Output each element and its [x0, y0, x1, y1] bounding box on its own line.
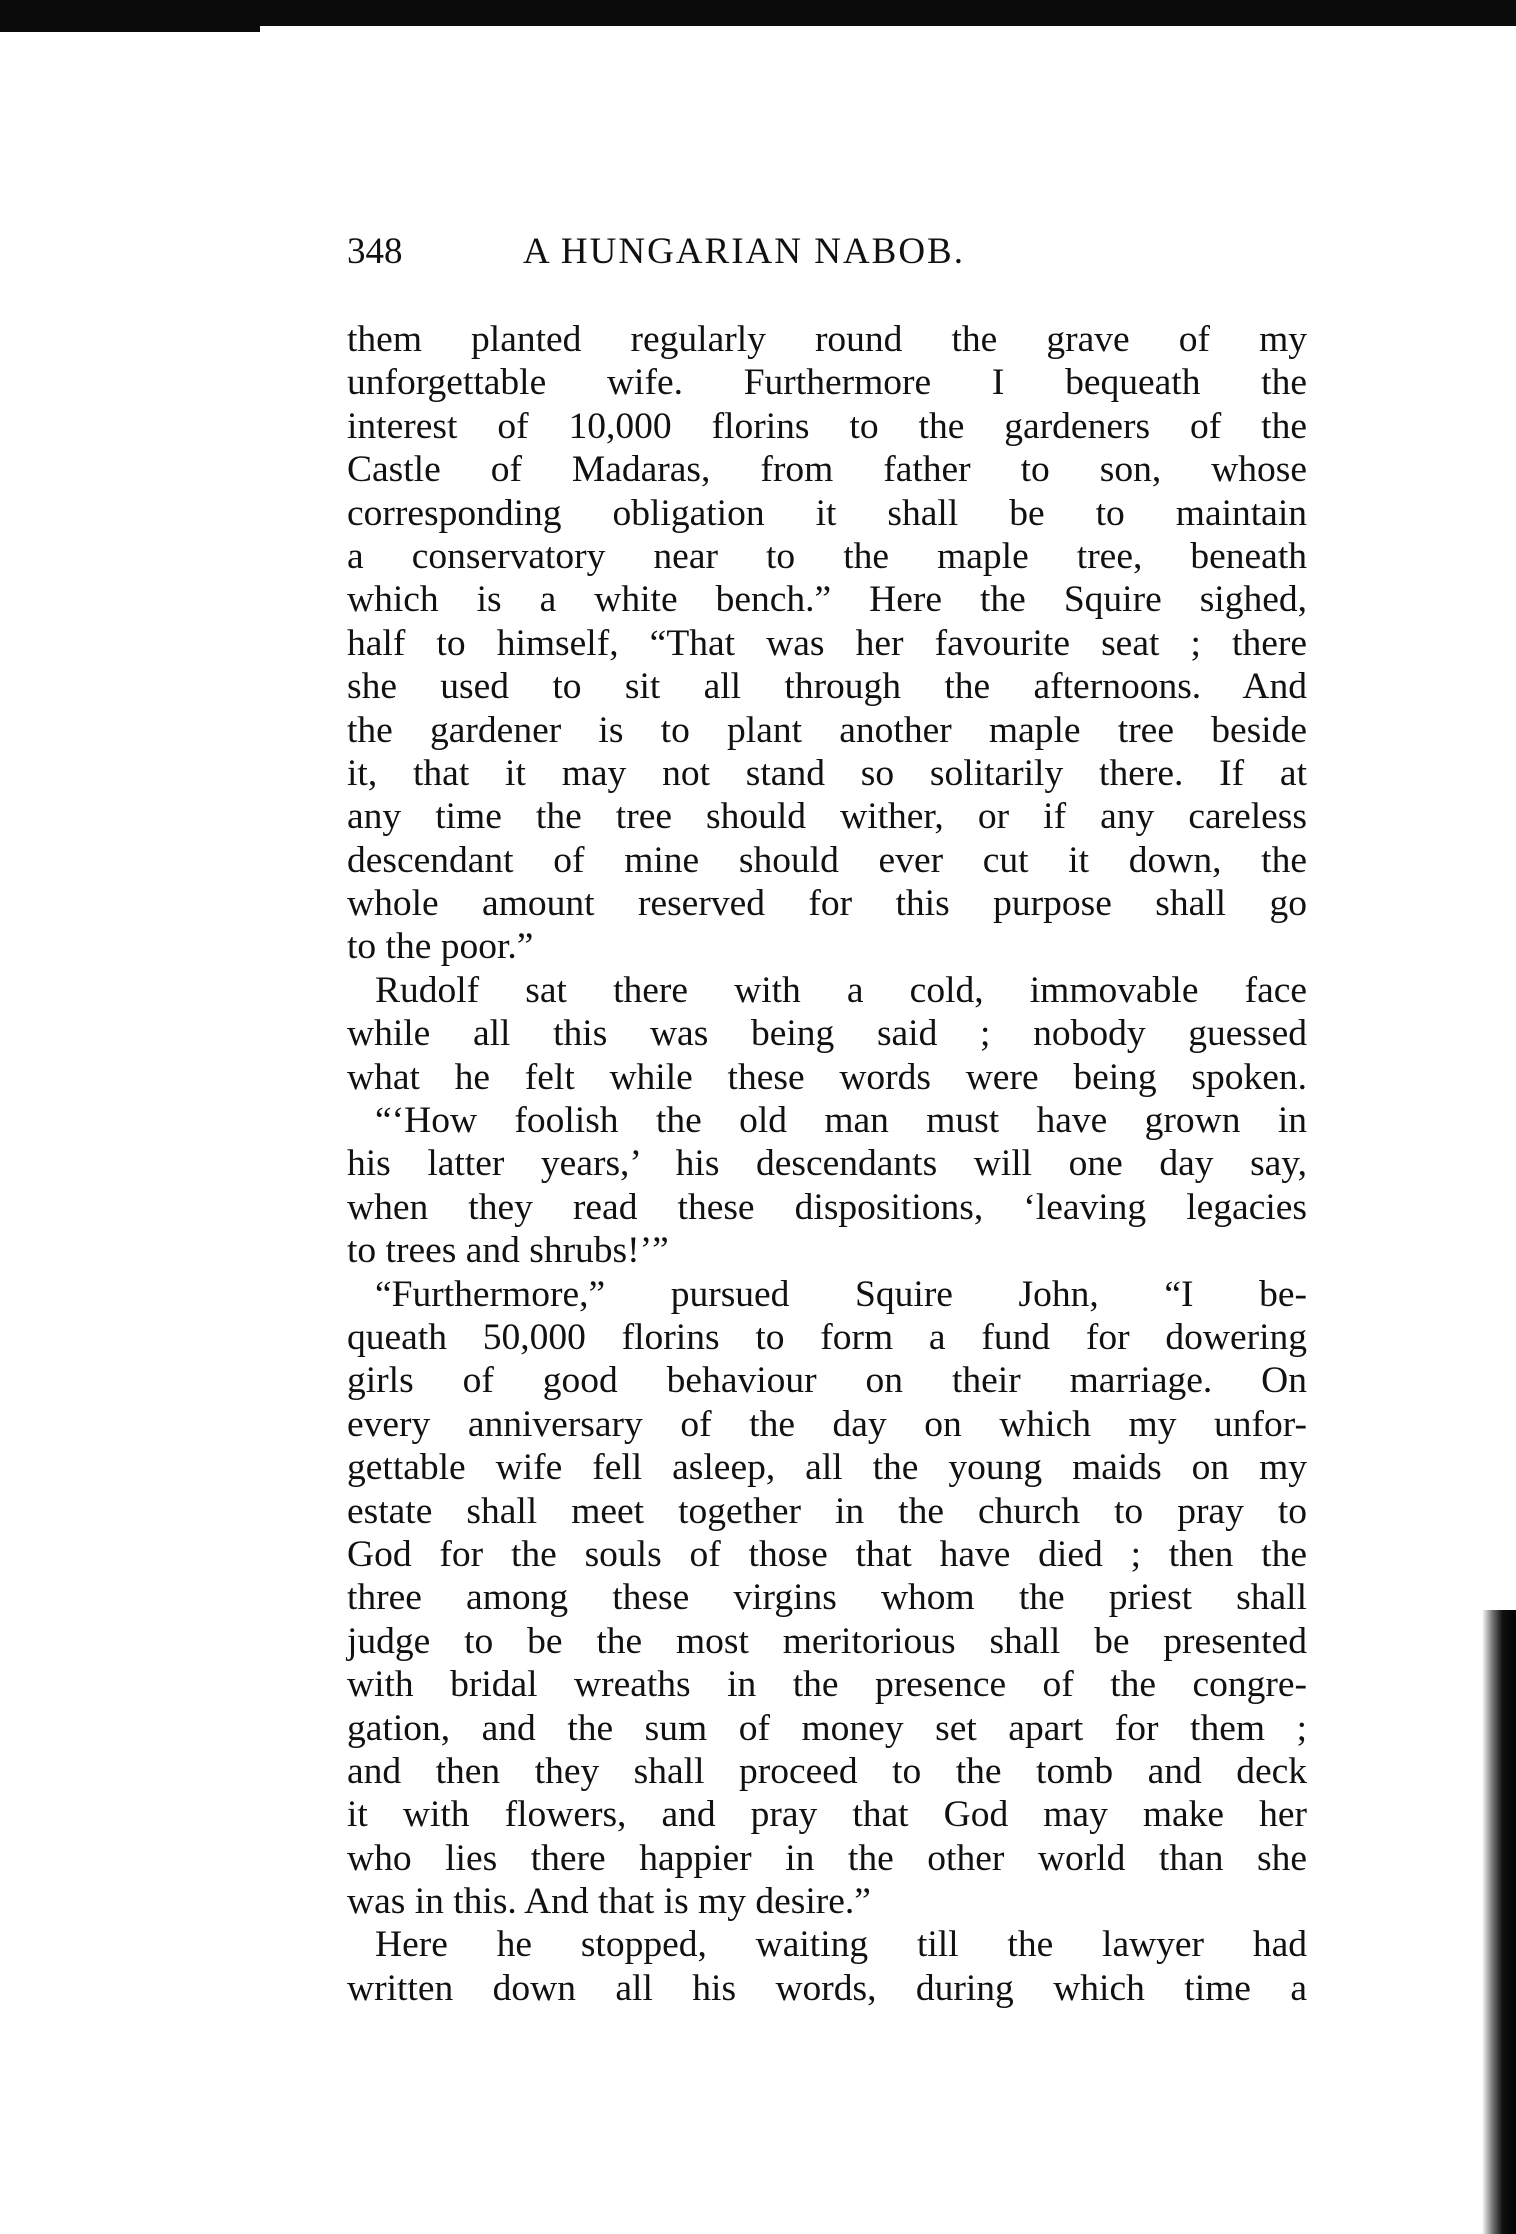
text-line: estate shall meet together in the church to pray to — [347, 1490, 1307, 1532]
text-line: a conservatory near to the maple tree, beneath — [347, 535, 1307, 577]
text-line: three among these virgins whom the priest shall — [347, 1577, 1307, 1619]
text-line: with bridal wreaths in the presence of the congre- — [347, 1664, 1307, 1706]
text-line: queath 50,000 florins to form a fund for dowering — [347, 1316, 1307, 1358]
text-line: written down all his words, during which time a — [347, 1967, 1307, 2009]
text-line: when they read these dispositions, ‘leaving legacies — [347, 1186, 1307, 1228]
text-line: “‘How foolish the old man must have grown in — [375, 1100, 1307, 1142]
text-line: interest of 10,000 florins to the gardeners of the — [347, 405, 1307, 447]
text-line: “Furthermore,” pursued Squire John, “I be- — [375, 1273, 1307, 1315]
text-line: Rudolf sat there with a cold, immovable face — [375, 969, 1307, 1011]
text-line: it, that it may not stand so solitarily there. If at — [347, 752, 1307, 794]
scan-top-border-shadow — [0, 26, 260, 32]
text-line: any time the tree should wither, or if any careless — [347, 796, 1307, 838]
text-line: God for the souls of those that have died ; then the — [347, 1533, 1307, 1575]
text-line: his latter years,’ his descendants will one day say, — [347, 1143, 1307, 1185]
text-line: Castle of Madaras, from father to son, whose — [347, 449, 1307, 491]
book-page-edge — [1482, 1610, 1516, 2234]
page-header — [347, 230, 1107, 280]
running-title: A HUNGARIAN NABOB. — [523, 231, 965, 272]
text-line: whole amount reserved for this purpose shall go — [347, 883, 1307, 925]
scan-top-border — [0, 0, 1516, 26]
text-line: half to himself, “That was her favourite seat ; there — [347, 622, 1307, 664]
text-line: girls of good behaviour on their marriage. On — [347, 1360, 1307, 1402]
page-body-text — [347, 318, 1307, 2010]
text-line: she used to sit all through the afternoons. And — [347, 666, 1307, 708]
text-line: the gardener is to plant another maple tree beside — [347, 709, 1307, 751]
text-line: was in this. And that is my desire.” — [347, 1881, 871, 1923]
text-line: which is a white bench.” Here the Squire sighed, — [347, 579, 1307, 621]
text-line: what he felt while these words were being spoken. — [347, 1056, 1307, 1098]
text-line: judge to be the most meritorious shall be presented — [347, 1620, 1307, 1662]
text-line: gettable wife fell asleep, all the young maids on my — [347, 1447, 1307, 1489]
text-line: to trees and shrubs!’” — [347, 1230, 669, 1272]
text-line: every anniversary of the day on which my unfor- — [347, 1403, 1307, 1445]
text-line: corresponding obligation it shall be to maintain — [347, 492, 1307, 534]
text-line: descendant of mine should ever cut it down, the — [347, 839, 1307, 881]
text-line: while all this was being said ; nobody guessed — [347, 1013, 1307, 1055]
text-line: and then they shall proceed to the tomb and deck — [347, 1750, 1307, 1792]
text-line: who lies there happier in the other world than she — [347, 1837, 1307, 1879]
text-line: gation, and the sum of money set apart for them ; — [347, 1707, 1307, 1749]
text-line: to the poor.” — [347, 926, 534, 968]
text-line: Here he stopped, waiting till the lawyer had — [375, 1924, 1307, 1966]
text-line: them planted regularly round the grave of my — [347, 319, 1307, 360]
text-line: unforgettable wife. Furthermore I bequeath the — [347, 362, 1307, 404]
text-line: it with flowers, and pray that God may make her — [347, 1794, 1307, 1836]
page-number: 348 — [347, 231, 403, 272]
